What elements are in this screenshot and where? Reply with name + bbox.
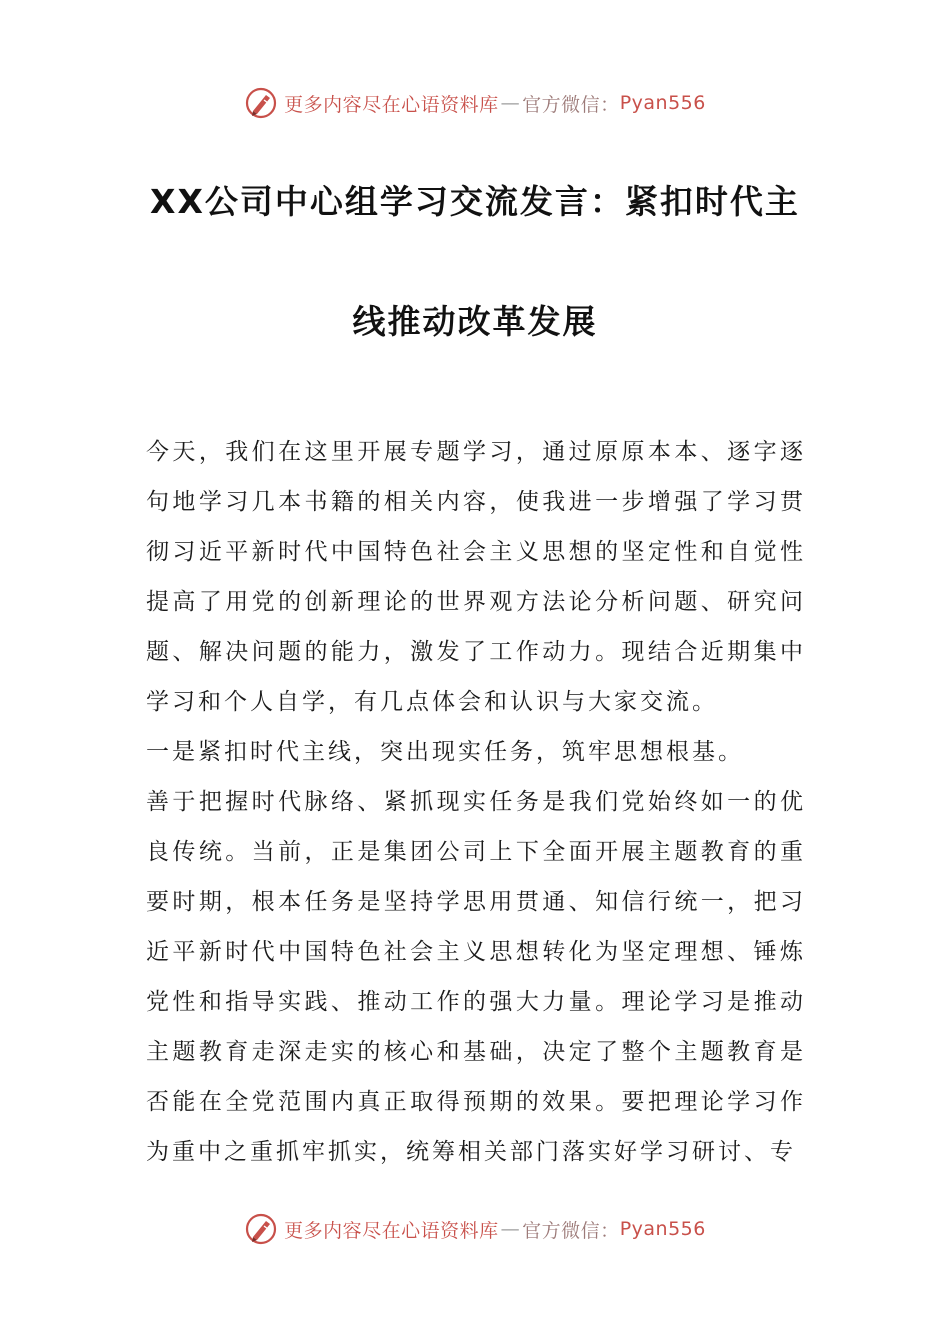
watermark-sub: 官方微信： [522,1219,620,1242]
watermark-dash: — [500,1218,521,1240]
paragraph-heading-1: 一是紧扣时代主线，突出现实任务，筑牢思想根基。 [146,739,744,765]
document-title-line-2: 线推动改革发展 [352,302,598,341]
watermark-id: Pyan556 [619,92,706,114]
document-title-line-1: XX公司中心组学习交流发言：紧扣时代主 [150,182,800,221]
header-watermark [0,83,950,123]
watermark-sub: 官方微信： [522,93,620,116]
pen-logo-icon [244,86,278,120]
paragraph-body-1: 善于把握时代脉络、紧抓现实任务是我们党始终如一的优良传统。当前，正是集团公司上下全面开展主题教育的重要时期，根本任务是坚持学思用贯通、知信行统一，把习近平新时代中国特色社会主义思想转化为坚定理想、锤炼党性和指导实践、推动工作的强大力量。理论学习是推动主题教育走深走实的核心和基础，决定了整个主题教育是否能在全党范围内真正取得预期的效果。要把理论学习作为重中之重抓牢抓实，统筹相关部门落实好学习研讨、专 [146,789,806,1165]
watermark-dash: — [500,92,521,114]
pen-logo-icon [244,1212,278,1246]
watermark-id: Pyan556 [619,1218,706,1240]
watermark-text: 更多内容尽在心语资料库 [284,1219,499,1242]
footer-watermark [0,1209,950,1249]
document-body [146,427,806,1177]
paragraph-intro: 今天，我们在这里开展专题学习，通过原原本本、逐字逐句地学习几本书籍的相关内容，使我进一步增强了学习贯彻习近平新时代中国特色社会主义思想的坚定性和自觉性提高了用党的创新理论的世界观方法论分析问题、研究问题、解决问题的能力，激发了工作动力。现结合近期集中学习和个人自学，有几点体会和认识与大家交流。 [146,439,806,715]
watermark-text: 更多内容尽在心语资料库 [284,93,499,116]
